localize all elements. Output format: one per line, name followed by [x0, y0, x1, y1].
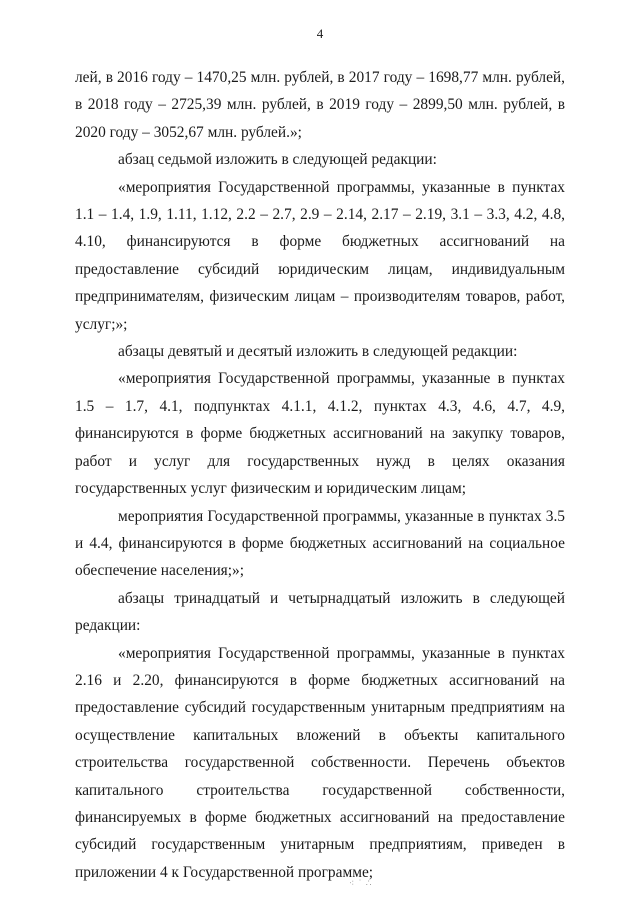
- paragraph: «мероприятия Государственной программы, указанные в пунктах 1.5 – 1.7, 4.1, подпунктах 4.1.1, 4.1.2, пунктах 4.3, 4.6, 4.7, 4.9, финансируются в форме бюджетных ассигнований на закупку товаров, работ и услуг для государственных нужд в целях оказания государственных услуг физическим и юридическим лицам;: [75, 370, 565, 498]
- document-body: [75, 64, 565, 886]
- scan-artifact-mark: ⁖ ˙ ∴: [349, 878, 373, 888]
- paragraph: лей, в 2016 году – 1470,25 млн. рублей, в 2017 году – 1698,77 млн. рублей, в 2018 году – 2725,39 млн. рублей, в 2019 году – 2899,50 млн. рублей, в 2020 году – 3052,67 млн. рублей.»;: [75, 69, 565, 141]
- page-number: 4: [316, 26, 324, 41]
- paragraph: «мероприятия Государственной программы, указанные в пунктах 1.1 – 1.4, 1.9, 1.11, 1.12, 2.2 – 2.7, 2.9 – 2.14, 2.17 – 2.19, 3.1 – 3.3, 4.2, 4.8, 4.10, финансируются в форме бюджетных ассигнований на предоставление субсидий юридическим лицам, индивидуальным предпринимателям, физическим лицам – производителям товаров, работ, услуг;»;: [75, 178, 565, 333]
- paragraph: мероприятия Государственной программы, указанные в пунктах 3.5 и 4.4, финансируются в форме бюджетных ассигнований на социальное обеспечение населения;»;: [75, 507, 565, 580]
- paragraph: абзац седьмой изложить в следующей редакции:: [118, 151, 437, 169]
- paragraph: абзацы девятый и десятый изложить в следующей редакции:: [118, 343, 518, 361]
- paragraph: абзацы тринадцатый и четырнадцатый изложить в следующей редакции:: [75, 589, 565, 635]
- paragraph: «мероприятия Государственной программы, указанные в пунктах 2.16 и 2.20, финансируются в форме бюджетных ассигнований на предоставление субсидий государственным унитарным предприятиям на осуществление капитальных вложений в объекты капитального строительства государственной собственности. Перечень объектов капитального строительства государственной собственности, финансируемых в форме бюджетных ассигнований на предоставление субсидий государственным унитарным предприятиям, приведен в приложении 4 к Государственной программе;: [75, 644, 565, 881]
